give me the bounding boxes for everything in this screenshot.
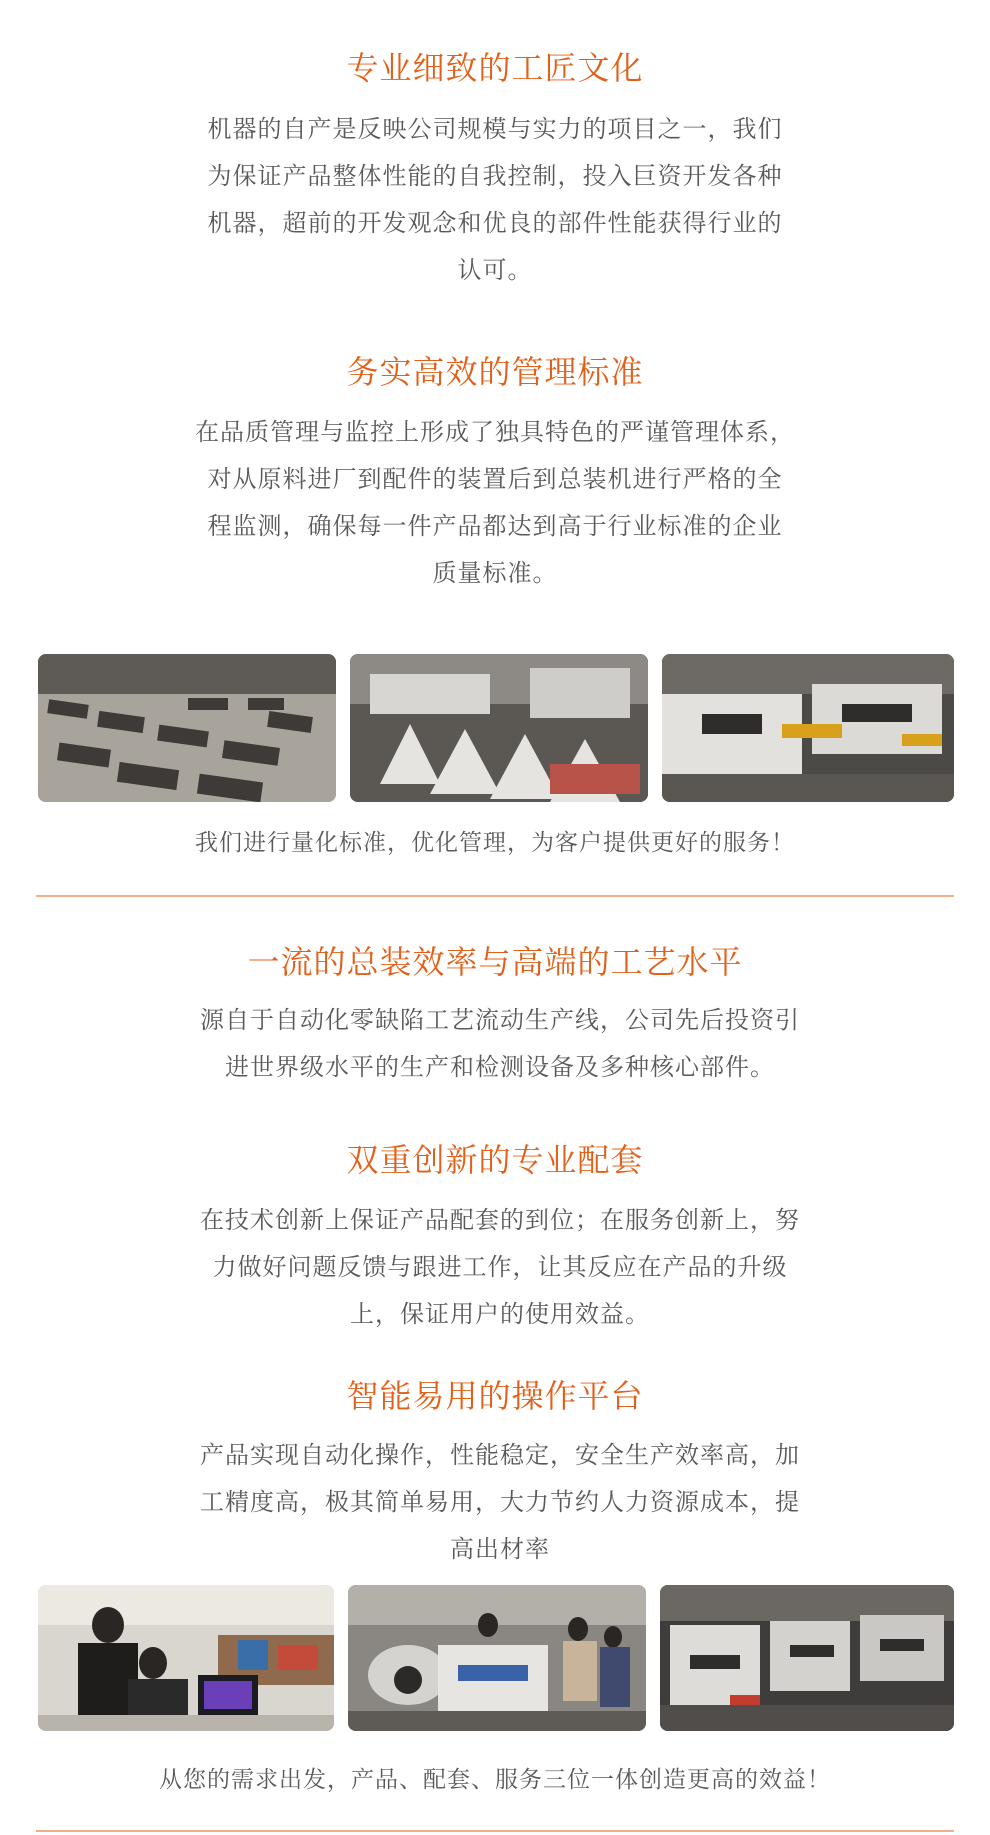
photo-conical-parts [350,654,648,802]
text-line: 在品质管理与监控上形成了独具特色的严谨管理体系， [195,418,795,446]
text-line: 源自于自动化零缺陷工艺流动生产线，公司先后投资引 [200,1006,800,1034]
section-title-innovation: 双重创新的专业配套 [346,1141,644,1179]
section-text-assembly [160,997,840,1091]
photo-production-floor [660,1585,954,1731]
text-line: 机器，超前的开发观念和优良的部件性能获得行业的 [207,209,783,237]
section-text-platform [160,1432,840,1573]
photo-machine-frames-warehouse [38,654,336,802]
text-line: 高出材率 [450,1535,550,1563]
photo-machine-demo [348,1585,646,1731]
photo-assembly-line [662,654,954,802]
section-title-platform: 智能易用的操作平台 [346,1377,644,1415]
text-line: 机器的自产是反映公司规模与实力的项目之一，我们 [207,115,783,143]
text-line: 认可。 [457,256,533,284]
text-line: 上，保证用户的使用效益。 [350,1300,650,1328]
text-line: 为保证产品整体性能的自我控制，投入巨资开发各种 [207,162,783,190]
section-title-management: 务实高效的管理标准 [346,353,644,391]
text-line: 进世界级水平的生产和检测设备及多种核心部件。 [225,1053,775,1081]
section-title-craftsmanship: 专业细致的工匠文化 [346,49,644,87]
text-line: 对从原料进厂到配件的装置后到总装机进行严格的全 [207,465,783,493]
text-line: 质量标准。 [432,559,558,587]
text-line: 力做好问题反馈与跟进工作，让其反应在产品的升级 [212,1253,788,1281]
text-line: 产品实现自动化操作，性能稳定，安全生产效率高，加 [200,1441,800,1469]
section-text-management [150,409,840,597]
section-text-craftsmanship [150,106,840,294]
gallery-caption-quality: 我们进行量化标准，优化管理，为客户提供更好的服务！ [195,830,795,856]
text-line: 工精度高，极其简单易用，大力节约人力资源成本，提 [200,1488,800,1516]
section-title-assembly: 一流的总装效率与高端的工艺水平 [247,943,743,981]
text-line: 程监测，确保每一件产品都达到高于行业标准的企业 [207,512,783,540]
section-text-innovation [160,1197,840,1338]
section-divider [36,895,954,897]
section-divider [36,1830,954,1832]
gallery-caption-benefits: 从您的需求出发，产品、配套、服务三位一体创造更高的效益！ [159,1767,831,1793]
text-line: 在技术创新上保证产品配套的到位；在服务创新上，努 [200,1206,800,1234]
photo-office-workstation [38,1585,334,1731]
